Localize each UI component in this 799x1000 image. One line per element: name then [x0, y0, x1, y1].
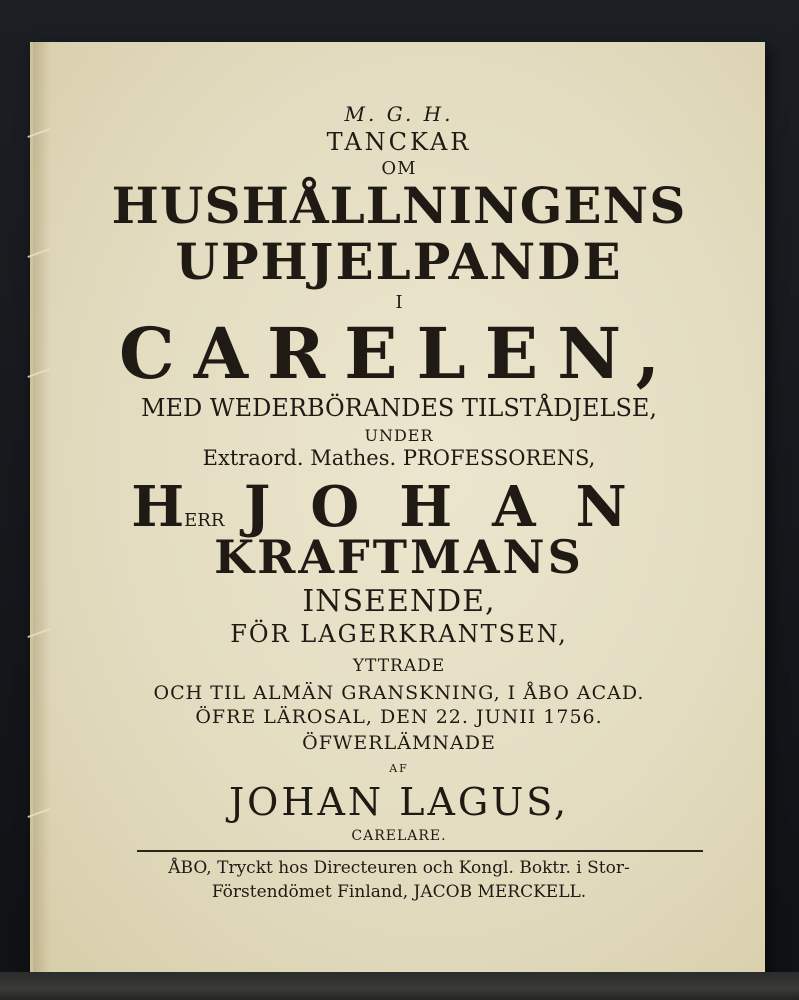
- ofwerlamnade-line: ÖFWERLÄMNADE: [302, 732, 496, 754]
- herr-initial: H: [131, 474, 185, 540]
- consent-line: MED WEDERBÖRANDES TILSTÅDJELSE,: [140, 394, 658, 422]
- inseende-line: INSEENDE,: [302, 584, 496, 619]
- professor-first-name: JOHAN: [243, 474, 667, 540]
- heading-om: OM: [381, 158, 417, 179]
- under-line: UNDER: [364, 426, 434, 445]
- imprint-divider: [137, 850, 703, 852]
- title-page-text: [33, 42, 765, 980]
- title-place: CARELEN,: [118, 312, 679, 395]
- title-page: [30, 42, 765, 980]
- heading-tanckar: TANCKAR: [326, 128, 472, 156]
- herr-suffix: ERR: [184, 510, 225, 531]
- author-name: JOHAN LAGUS,: [228, 780, 570, 824]
- professor-last-name: KRAFTMANS: [214, 530, 584, 584]
- imprint-text: ÅBO, Tryckt hos Directeuren och Kongl. Boktr. i Stor-Förstendömet Finland, JACOB MERCKELL.: [168, 858, 630, 902]
- imprint: [33, 856, 765, 904]
- author-origin: CARELARE.: [351, 828, 447, 844]
- title-line-1: HUSHÅLLNINGENS: [111, 176, 687, 235]
- title-preposition: I: [395, 292, 403, 313]
- initials: M. G. H.: [344, 102, 454, 126]
- af-line: AF: [389, 762, 409, 775]
- title-line-2: UPHJELPANDE: [175, 232, 623, 291]
- yttrade-line: YTTRADE: [352, 656, 446, 676]
- date-line: ÖFRE LÄROSAL, DEN 22. JUNII 1756.: [195, 706, 603, 728]
- academy-line: OCH TIL ALMÄN GRANSKNING, I ÅBO ACAD.: [153, 682, 645, 704]
- shelf: [0, 972, 799, 1000]
- lagerkrantsen-line: FÖR LAGERKRANTSEN,: [230, 620, 568, 648]
- professor-title: Extraord. Mathes. PROFESSORENS,: [202, 446, 596, 470]
